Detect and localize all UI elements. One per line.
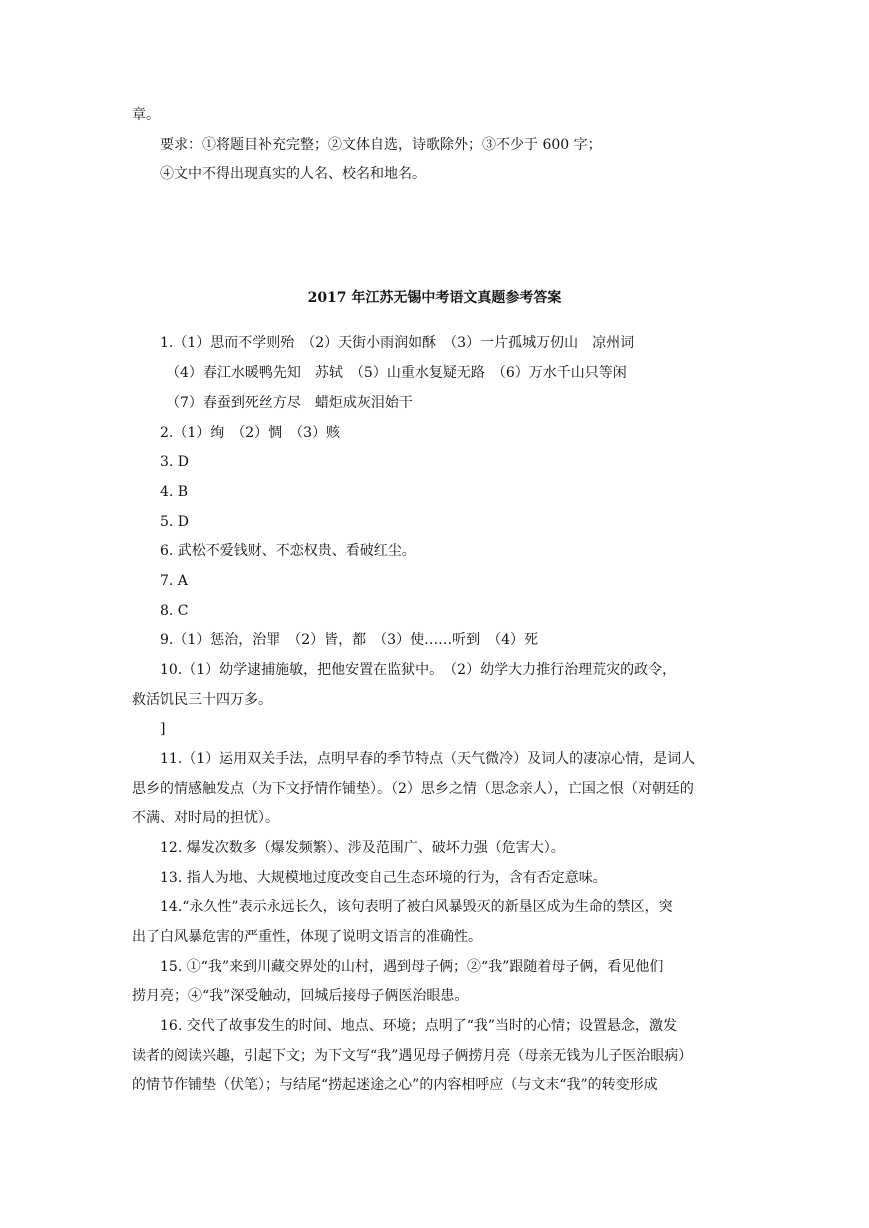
answer-line: 3. D: [160, 454, 190, 470]
answer-line: 13. 指人为地、大规模地过度改变自己生态环境的行为，含有否定意味。: [160, 870, 607, 886]
answer-line: 读者的阅读兴趣，引起下文；为下文写“我”遇见母子俩捞月亮（母亲无钱为儿子医治眼病）: [132, 1048, 693, 1064]
answer-line: （4）春江水暖鸭先知 苏轼 （5）山重水复疑无路 （6）万水千山只等闲: [166, 365, 627, 381]
answer-line: （7）春蚕到死丝方尽 蜡炬成灰泪始干: [166, 395, 413, 411]
answer-line: 出了白风暴危害的严重性，体现了说明文语言的准确性。: [132, 929, 482, 945]
answer-line: 不满、对时局的担忧）。: [132, 810, 279, 826]
answer-line: 2.（1）绚 （2）惆 （3）赅: [160, 425, 341, 441]
answer-line: 8. C: [160, 603, 189, 619]
answer-line: 救活饥民三十四万多。: [132, 692, 272, 708]
answer-line: 12. 爆发次数多（爆发频繁）、涉及范围广、破坏力强（危害大）。: [160, 840, 565, 856]
answer-line: 6. 武松不爱钱财、不恋权贵、看破红尘。: [160, 543, 416, 559]
answer-line: 1.（1）思而不学则殆 （2）天街小雨润如酥 （3）一片孤城万仞山 凉州词: [160, 335, 635, 351]
essay-requirements-line: 要求：①将题目补充完整；②文体自选，诗歌除外；③不少于 600 字；: [160, 137, 602, 153]
answer-line: 思乡的情感触发点（为下文抒情作铺垫）。（2）思乡之情（思念亲人），亡国之恨（对朝廷的: [132, 781, 694, 797]
answer-line: 捞月亮；④“我”深受触动，回城后接母子俩医治眼患。: [132, 988, 469, 1004]
answer-line: 5. D: [160, 514, 190, 530]
answer-line: 10.（1）幼学逮捕施敏，把他安置在监狱中。 （2）幼学大力推行治理荒灾的政令，: [160, 662, 677, 678]
answer-line: 15. ①“我”来到川藏交界处的山村，遇到母子俩；②“我”跟随着母子俩，看见他们: [160, 959, 664, 975]
answer-line: 11.（1）运用双关手法，点明早春的季节特点（天气微冷）及词人的凄凉心情，是词人: [160, 751, 696, 767]
answer-line: 14.“永久性”表示永远长久，该句表明了被白风暴毁灭的新垦区成为生命的禁区，突: [160, 899, 673, 915]
answer-line: 的情节作铺垫（伏笔）；与结尾“捞起迷途之心”的内容相呼应（与文末“我”的转变形成: [132, 1077, 658, 1093]
answer-line: 16. 交代了故事发生的时间、地点、环境；点明了“我”当时的心情；设置悬念，激发: [160, 1018, 678, 1034]
answers-title: 2017 年江苏无锡中考语文真题参考答案: [307, 290, 562, 306]
essay-requirements-line: ④文中不得出现真实的人名、校名和地名。: [160, 166, 426, 182]
answer-line: 9.（1）惩治，治罪 （2）皆，都 （3）使……听到 （4）死: [160, 632, 538, 648]
answer-line: ]: [160, 721, 166, 737]
answer-line: 4. B: [160, 484, 189, 500]
answer-line: 7. A: [160, 573, 188, 589]
essay-text-line: 章。: [132, 107, 160, 123]
